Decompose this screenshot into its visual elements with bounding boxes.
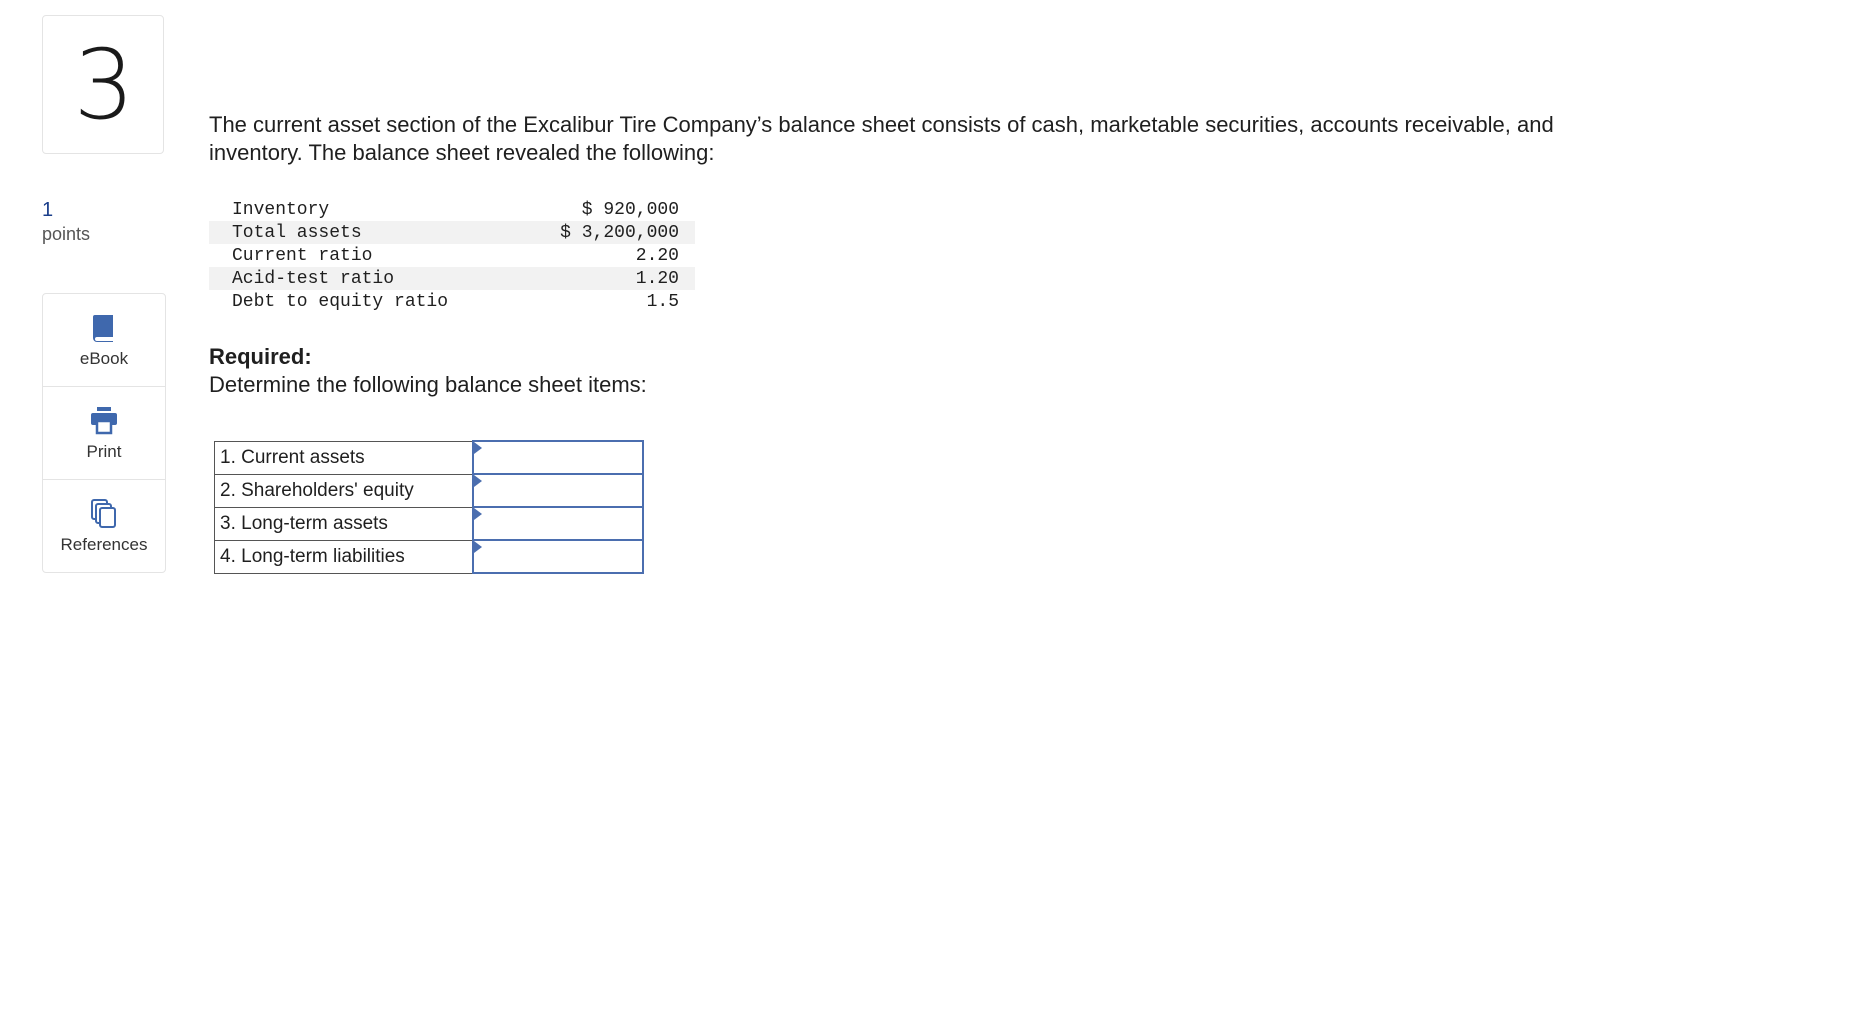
points-indicator: [42, 198, 90, 246]
answer-label: 3. Long-term assets: [215, 507, 473, 540]
answer-label: 1. Current assets: [215, 441, 473, 474]
table-row: [215, 540, 643, 573]
current-assets-input[interactable]: [474, 442, 642, 473]
given-value: $ 3,200,000: [509, 221, 695, 244]
printer-icon: [87, 404, 121, 438]
required-text: Determine the following balance sheet items:: [209, 372, 647, 397]
answer-label: 4. Long-term liabilities: [215, 540, 473, 573]
given-label: Inventory: [232, 199, 330, 220]
table-row: [209, 198, 695, 221]
answer-cell: [473, 507, 643, 540]
ebook-label: eBook: [79, 349, 129, 368]
print-label: Print: [86, 442, 122, 461]
question-number: 3: [42, 15, 164, 154]
tools-panel: [42, 293, 166, 573]
given-value: 1.20: [509, 267, 695, 290]
question-intro: The current asset section of the Excalibur Tire Company’s balance sheet consists of cash, marketable securities, accounts receivable, and inventory. The balance sheet revealed the following:: [209, 112, 1554, 165]
table-row: [209, 221, 695, 244]
given-label: Debt to equity ratio: [232, 291, 449, 312]
ebook-button[interactable]: [43, 294, 165, 387]
answer-cell: [473, 441, 643, 474]
answer-table: [214, 440, 644, 574]
answer-cell: [473, 540, 643, 573]
table-row: [209, 267, 695, 290]
references-button[interactable]: [43, 480, 165, 572]
answer-cell: [473, 474, 643, 507]
table-row: [209, 290, 695, 313]
references-label: References: [60, 535, 148, 554]
points-value: 1: [42, 199, 54, 221]
given-value: 1.5: [646, 291, 679, 312]
given-label: Acid-test ratio: [209, 267, 509, 290]
shareholders-equity-input[interactable]: [474, 475, 642, 506]
book-icon: [87, 311, 121, 345]
given-value: 2.20: [635, 245, 679, 266]
points-label: points: [42, 224, 91, 244]
table-row: [209, 244, 695, 267]
given-value: $ 920,000: [581, 199, 679, 220]
given-label: Total assets: [209, 221, 509, 244]
required-section: [209, 343, 647, 399]
given-label: Current ratio: [232, 245, 373, 266]
table-row: [215, 507, 643, 540]
table-row: [215, 474, 643, 507]
print-button[interactable]: [43, 387, 165, 480]
copy-icon: [87, 497, 121, 531]
given-data-table: [209, 198, 695, 313]
required-title: Required:: [209, 344, 312, 369]
answer-label: 2. Shareholders' equity: [215, 474, 473, 507]
long-term-liabilities-input[interactable]: [474, 541, 642, 572]
long-term-assets-input[interactable]: [474, 508, 642, 539]
table-row: [215, 441, 643, 474]
